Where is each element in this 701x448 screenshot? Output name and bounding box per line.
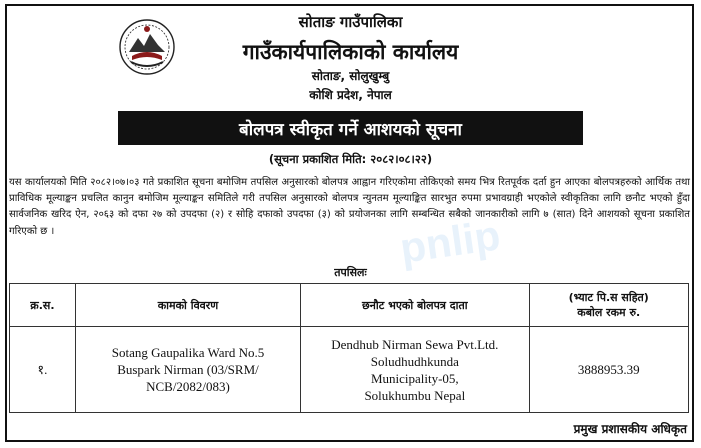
notice-title-banner (118, 111, 583, 145)
notice-title: बोलपत्र स्वीकृत गर्ने आशयको सूचना (239, 119, 462, 140)
published-date: (सूचना प्रकाशित मिति: २०८२।०८।२२) (268, 152, 433, 166)
table-header-row (10, 284, 689, 327)
col-header-amount (529, 284, 689, 327)
work-line: NCB/2082/083) (146, 379, 230, 394)
col-header-work: कामको विवरण (75, 284, 300, 327)
cell-amount: 3888953.39 (529, 327, 689, 413)
notice-body: यस कार्यालयको मिति २०८२।०७।०३ गते प्रकाशित सूचना बमोजिम तपसिल अनुसारको बोलपत्र आह्वान गरिएकोमा तोकिएको समय भित्र रितपूर्वक दर्ता हुन आएका बोलपत्रहरुको आर्थिक तथा प्राविधिक मूल्याङ्कन प्रचलित कानुन बमोजिम मूल्याङ्कन समितिले गरी तपसिल अनुसारको बोलपत्र न्युनतम मूल्याङ्कित सारभुत रुपमा प्रभावग्राही भएकोले स्वीकृतिका लागि छनौट भएको हुँदा सार्वजनिक खरिद ऐन, २०६३ को दफा २७ को उपदफा (२) र सोहि दफाको उपदफा (३) को प्रयोजनका लागि सम्बन्धित सबैको जानकारीको लागि ७ (सात) दिने आशयको सूचना प्रकाशित गरिएको छ । (9, 177, 690, 237)
signatory-title: प्रमुख प्रशासकीय अधिकृत (573, 422, 687, 436)
bidder-line: Dendhub Nirman Sewa Pvt.Ltd. (331, 336, 499, 352)
office-location: सोताङ, सोलुखुम्बु (311, 69, 390, 83)
bid-table (9, 283, 689, 413)
work-line: Sotang Gaupalika Ward No.5 (111, 345, 265, 360)
cell-work (75, 327, 300, 413)
office-province: कोशि प्रदेश, नेपाल (309, 88, 392, 102)
cell-bidder (301, 327, 529, 413)
col-header-sn: क्र.स. (10, 284, 76, 327)
col-header-amount-line2: कबोल रकम रु. (577, 306, 641, 319)
municipality-name: सोताङ गाउँपालिका (298, 13, 403, 31)
table-row (10, 327, 689, 413)
cell-sn: १. (10, 327, 76, 413)
bidder-line: Solukhumbu Nepal (364, 387, 466, 403)
tapasil-label: तपसिलः (334, 266, 367, 279)
office-name: गाउँकार्यपालिकाको कार्यालय (242, 40, 459, 64)
watermark: pnlip (397, 211, 504, 272)
bidder-line: Municipality-05, (370, 370, 459, 386)
work-line: Buspark Nirman (03/SRM/ (117, 362, 259, 377)
bidder-line: Soludhudhkunda (370, 353, 459, 369)
col-header-bidder: छनौट भएको बोलपत्र दाता (301, 284, 529, 327)
col-header-amount-line1: (भ्याट पि.स सहित) (568, 291, 649, 304)
